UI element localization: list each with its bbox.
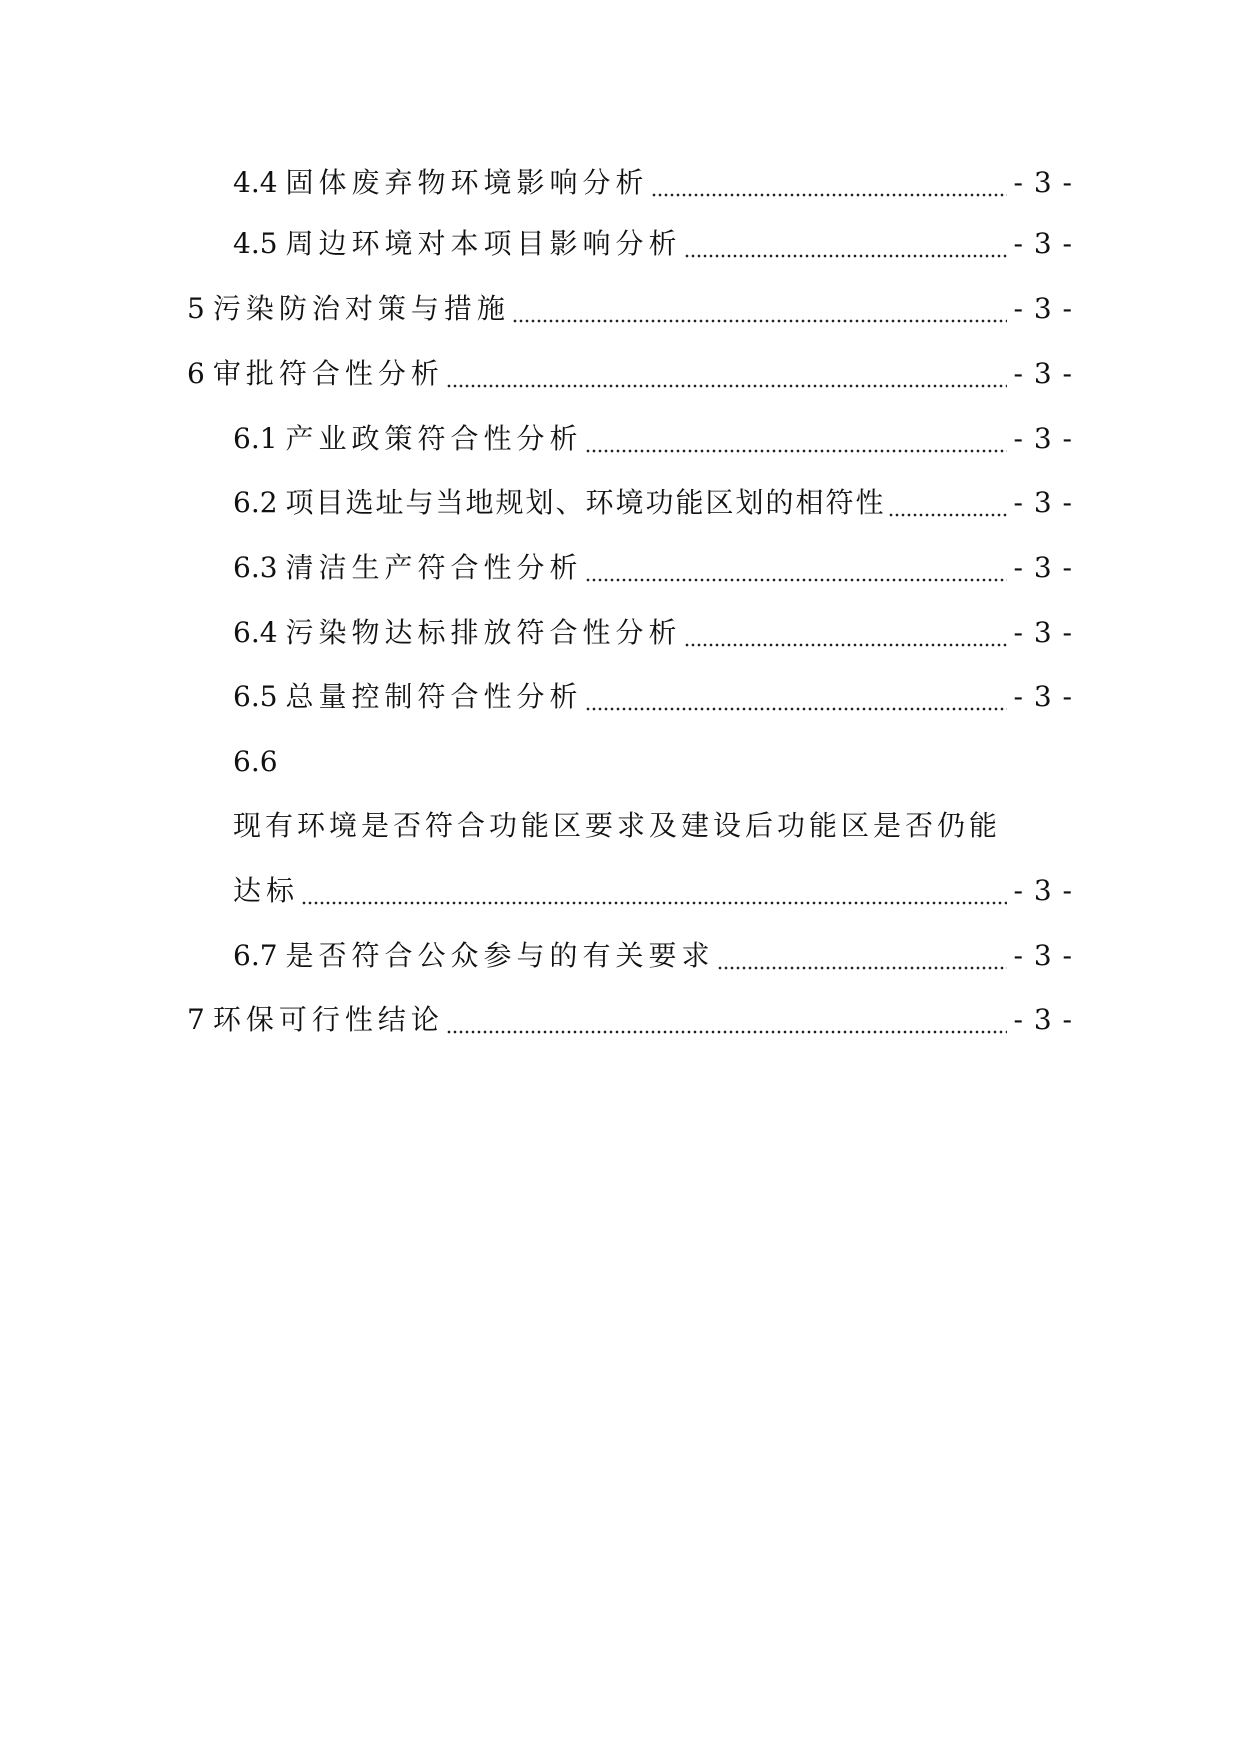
toc-entry-6-3[interactable] xyxy=(233,546,1073,590)
toc-entry-number: 4.5 xyxy=(233,227,278,260)
toc-entry-title: 总量控制符合性分析 xyxy=(285,680,583,713)
toc-entry-5[interactable] xyxy=(187,287,1073,331)
toc-page-number: - 3 - xyxy=(1013,551,1073,584)
toc-entry-title: 现有环境是否符合功能区要求及建设后功能区是否仍能 xyxy=(233,809,1002,842)
toc-page-number: - 3 - xyxy=(1013,357,1073,390)
toc-dot-leader xyxy=(301,869,1007,913)
toc-page-number: - 3 - xyxy=(1013,292,1073,325)
toc-dot-leader xyxy=(446,998,1008,1042)
toc-dot-leader xyxy=(888,481,1008,525)
toc-dot-leader xyxy=(446,352,1008,396)
toc-page-number: - 3 - xyxy=(1013,616,1073,649)
toc-entry-title: 污染防治对策与措施 xyxy=(212,292,510,325)
toc-entry-6-2[interactable] xyxy=(233,481,1073,525)
toc-entry-4-5[interactable] xyxy=(233,222,1073,266)
toc-entry-6-6-number[interactable]: 6.6 xyxy=(233,745,278,778)
toc-entry-title: 产业政策符合性分析 xyxy=(285,422,583,455)
toc-entry-6-7[interactable] xyxy=(233,934,1073,978)
toc-page-number: - 3 - xyxy=(1013,166,1073,199)
toc-dot-leader xyxy=(651,161,1008,205)
toc-dot-leader xyxy=(585,675,1008,719)
toc-page-number: - 3 - xyxy=(1013,939,1073,972)
toc-page-number: - 3 - xyxy=(1013,227,1073,260)
toc-page-number: - 3 - xyxy=(1013,422,1073,455)
toc-entry-number: 6.4 xyxy=(233,616,278,649)
toc-dot-leader xyxy=(512,287,1008,331)
toc-page-number: - 3 - xyxy=(1013,874,1073,907)
toc-page-number: - 3 - xyxy=(1013,680,1073,713)
toc-dot-leader xyxy=(585,546,1008,590)
toc-entry-number: 6.1 xyxy=(233,422,278,455)
toc-entry-title: 是否符合公众参与的有关要求 xyxy=(285,939,715,972)
toc-entry-title: 固体废弃物环境影响分析 xyxy=(285,166,649,199)
toc-entry-title: 审批符合性分析 xyxy=(212,357,444,390)
toc-entry-6-5[interactable] xyxy=(233,675,1073,719)
toc-entry-title: 清洁生产符合性分析 xyxy=(285,551,583,584)
toc-entry-4-4[interactable] xyxy=(233,161,1073,205)
toc-entry-6-1[interactable] xyxy=(233,417,1073,461)
toc-dot-leader xyxy=(717,934,1008,978)
toc-entry-number: 6.3 xyxy=(233,551,278,584)
toc-entry-6-6-title-line1[interactable] xyxy=(233,804,1001,848)
toc-entry-7[interactable] xyxy=(187,998,1073,1042)
toc-entry-title: 污染物达标排放符合性分析 xyxy=(285,616,682,649)
toc-entry-number: 4.4 xyxy=(233,166,278,199)
toc-entry-6-6-title-line2[interactable] xyxy=(233,869,1073,913)
toc-entry-number: 6 xyxy=(187,357,205,390)
toc-entry-6-4[interactable] xyxy=(233,611,1073,655)
toc-entry-number: 5 xyxy=(187,292,205,325)
toc-entry-title: 环保可行性结论 xyxy=(212,1003,444,1036)
toc-page-number: - 3 - xyxy=(1013,486,1073,519)
toc-page-number: - 3 - xyxy=(1013,1003,1073,1036)
toc-entry-6[interactable] xyxy=(187,352,1073,396)
toc-entry-number: 6.7 xyxy=(233,939,278,972)
toc-entry-number: 6.2 xyxy=(233,486,278,519)
toc-entry-number: 6.5 xyxy=(233,680,278,713)
toc-entry-number: 7 xyxy=(187,1003,205,1036)
toc-dot-leader xyxy=(684,611,1008,655)
toc-entry-title: 达标 xyxy=(233,874,300,907)
toc-entry-title: 项目选址与当地规划、环境功能区划的相符性 xyxy=(285,486,886,519)
toc-dot-leader xyxy=(585,417,1008,461)
toc-entry-title: 周边环境对本项目影响分析 xyxy=(285,227,682,260)
toc-dot-leader xyxy=(684,222,1008,266)
